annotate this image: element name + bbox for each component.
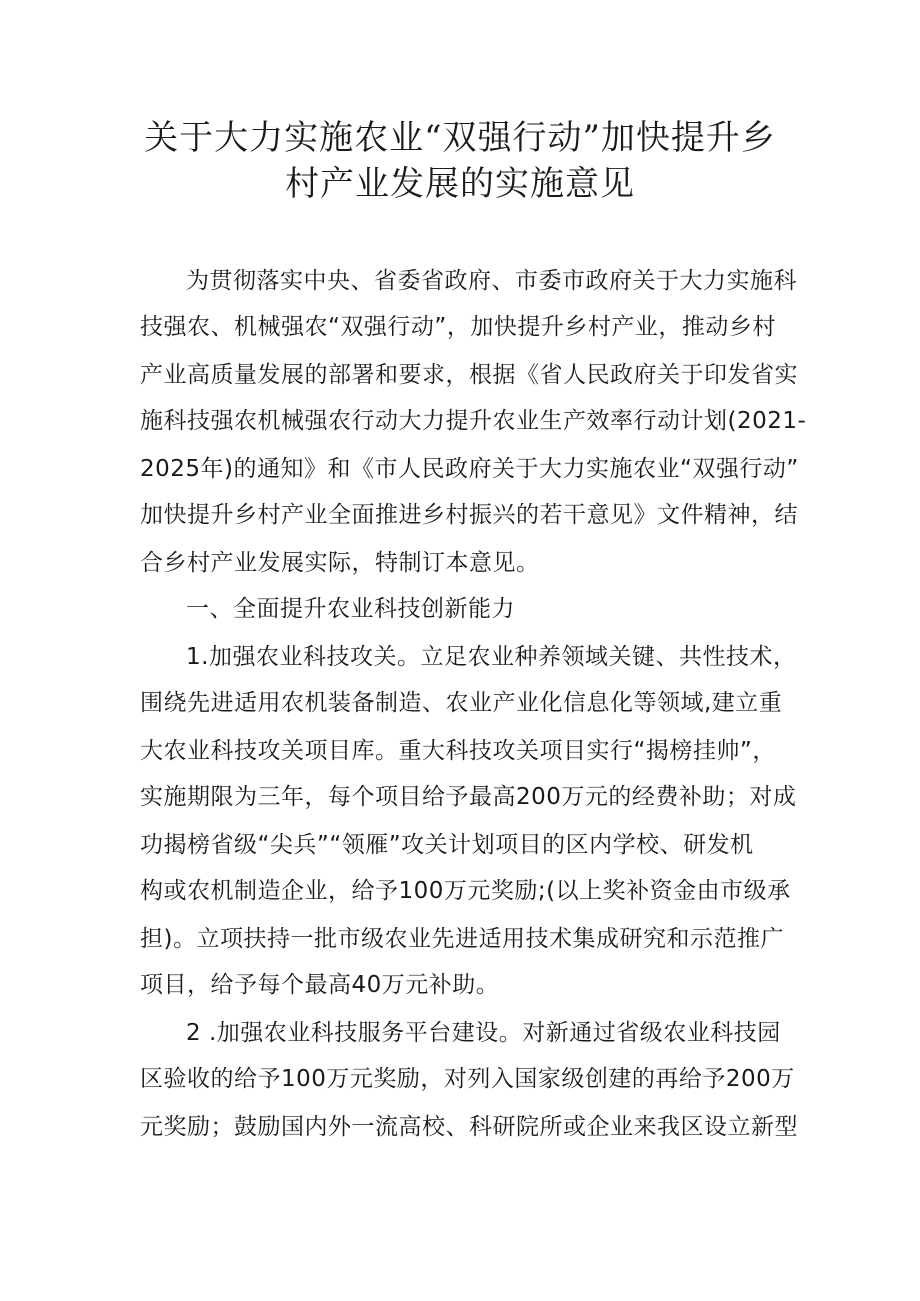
- paragraph-line: 为贯彻落实中央、省委省政府、市委市政府关于大力实施科: [186, 268, 797, 294]
- section-heading: 一、全面提升农业科技创新能力: [186, 596, 515, 622]
- paragraph-line: 大农业科技攻关项目库。重大科技攻关项目实行“揭榜挂帅”，: [140, 738, 776, 764]
- document-title-line-1: 关于大力实施农业“双强行动”加快提升乡: [144, 118, 776, 158]
- paragraph-line: 元奖励；鼓励国内外一流高校、科研院所或企业来我区设立新型: [140, 1114, 798, 1140]
- paragraph-line: 2025年)的通知》和《市人民政府关于大力实施农业“双强行动”: [140, 456, 799, 482]
- paragraph-line: 1.加强农业科技攻关。立足农业种养领域关键、共性技术，: [186, 644, 797, 670]
- paragraph-line: 合乡村产业发展实际，特制订本意见。: [140, 550, 540, 576]
- paragraph-line: 区验收的给予100万元奖励，对列入国家级创建的再给予200万: [140, 1066, 795, 1092]
- paragraph-line: 围绕先进适用农机装备制造、农业产业化信息化等领域,建立重: [140, 690, 783, 716]
- document-title-line-2: 村产业发展的实施意见: [285, 164, 635, 204]
- paragraph-line: 构或农机制造企业，给予100万元奖励;(以上奖补资金由市级承: [140, 878, 791, 904]
- paragraph-line: 担)。立项扶持一批市级农业先进适用技术集成研究和示范推广: [140, 926, 784, 952]
- paragraph-line: 加快提升乡村产业全面推进乡村振兴的若干意见》文件精神，结: [140, 502, 798, 528]
- paragraph-line: 施科技强农机械强农行动大力提升农业生产效率行动计划(2021-: [140, 408, 807, 434]
- paragraph-line: 产业高质量发展的部署和要求，根据《省人民政府关于印发省实: [140, 362, 798, 388]
- paragraph-line: 2 .加强农业科技服务平台建设。对新通过省级农业科技园: [186, 1020, 781, 1046]
- paragraph-line: 技强农、机械强农“双强行动”，加快提升乡村产业，推动乡村: [140, 314, 776, 340]
- paragraph-line: 项目，给予每个最高40万元补助。: [140, 972, 500, 998]
- paragraph-line: 实施期限为三年，每个项目给予最高200万元的经费补助；对成: [140, 784, 797, 810]
- paragraph-line: 功揭榜省级“尖兵”“领雁”攻关计划项目的区内学校、研发机: [140, 832, 754, 858]
